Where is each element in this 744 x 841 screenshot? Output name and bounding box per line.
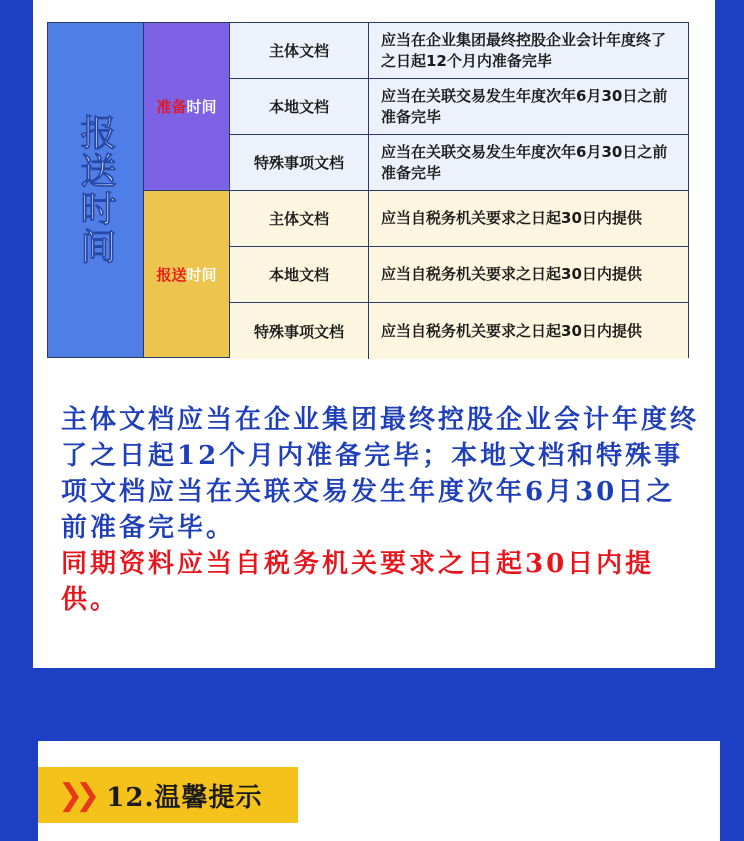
table-row (230, 23, 688, 79)
doc-type: 主体文档 (230, 23, 369, 78)
send-group-white: 时间 (186, 265, 217, 284)
doc-type: 本地文档 (230, 247, 369, 302)
table-row (230, 135, 688, 191)
doc-type: 特殊事项文档 (230, 303, 369, 359)
deadline-desc: 应当自税务机关要求之日起30日内提供 (381, 321, 642, 340)
doc-type: 本地文档 (230, 79, 369, 134)
double-chevron-icon: ❯❯ (58, 777, 93, 813)
table-row (230, 79, 688, 135)
section-title: 12.温馨提示 (106, 782, 263, 813)
content-card (33, 0, 715, 668)
table-row (230, 247, 688, 303)
prep-group-red: 准备 (156, 98, 187, 116)
deadline-desc: 应当自税务机关要求之日起30日内提供 (381, 209, 642, 227)
summary-paragraph: 主体文档应当在企业集团最终控股企业会计年度终了之日起12个月内准备完毕；本地文档和特殊事项文档应当在关联交易发生年度次年6月30日之前准备完毕。 (61, 405, 700, 543)
highlight-paragraph: 同期资料应当自税务机关要求之日起30日内提供。 (61, 549, 655, 615)
main-label-cell (48, 23, 144, 357)
doc-type: 主体文档 (230, 191, 369, 246)
table-row (230, 191, 688, 247)
deadline-desc: 应当在关联交易发生年度次年6月30日之前准备完毕 (381, 142, 668, 182)
main-label: 报送时间 (75, 114, 116, 266)
send-group-cell (144, 191, 230, 357)
tips-card (38, 741, 720, 841)
deadline-desc: 应当在关联交易发生年度次年6月30日之前准备完毕 (381, 86, 668, 126)
deadline-desc: 应当在企业集团最终控股企业会计年度终了之日起12个月内准备完毕 (381, 30, 667, 70)
table-row (230, 303, 688, 359)
send-group-red: 报送 (156, 265, 187, 284)
deadline-desc: 应当自税务机关要求之日起30日内提供 (381, 265, 642, 283)
prep-group-white: 时间 (186, 98, 217, 116)
section-header (38, 767, 298, 823)
prep-group-cell (144, 23, 230, 191)
deadline-table (47, 22, 689, 358)
doc-type: 特殊事项文档 (230, 135, 369, 190)
